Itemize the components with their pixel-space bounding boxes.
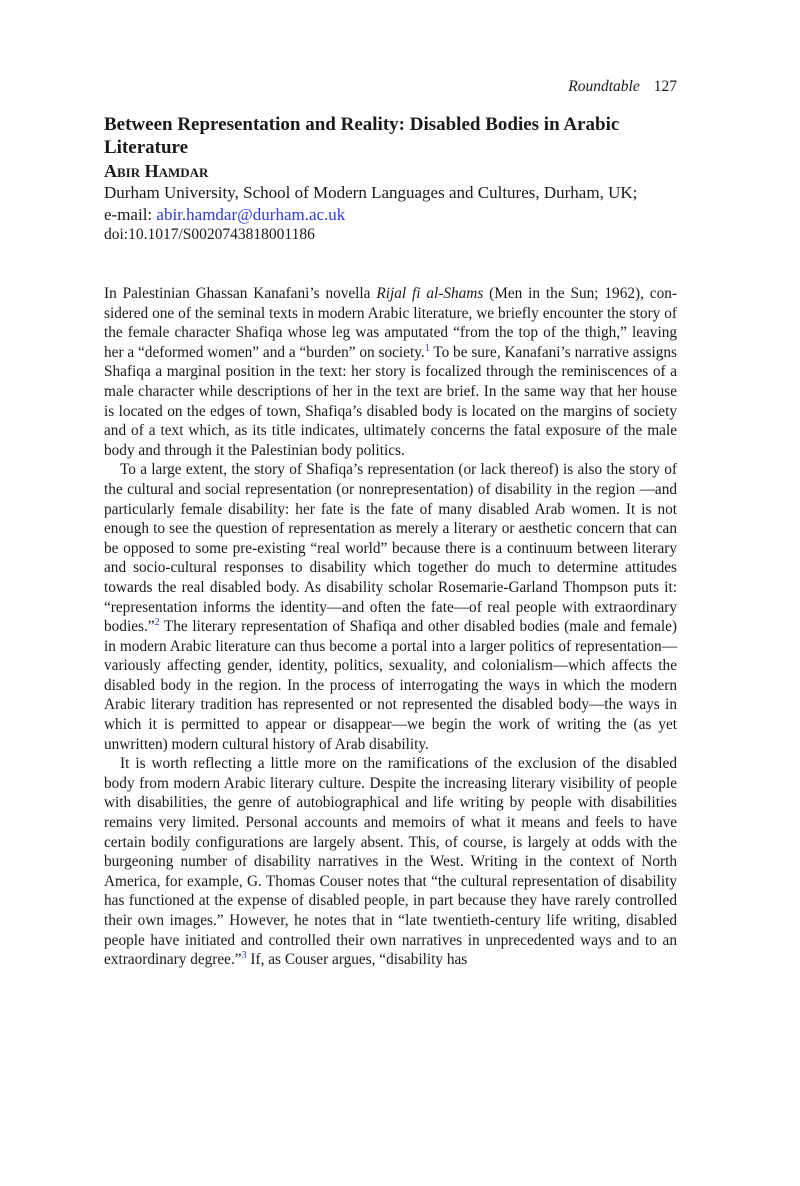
footnote-ref-1[interactable]: 1 [424,342,430,354]
text-run: The literary representation of Shafiqa and other disabled bodies (male and female) in modern Arabic literature can thus become a portal into a larger politics of representation—variously affecting gender, identity, politics, sexuality, and colonialism—which affects the disabled body in the region. In the process of interrogating the ways in which the modern Arabic literary tradition has represented or not represented the disabled body—the ways in which it is permitted to appear or disappear—we begin the work of writing the (as yet unwritten) modern cultural history of Arab disability. [104,618,677,753]
author-name: Abir Hamdar [104,161,209,181]
email-link[interactable]: abir.hamdar@durham.ac.uk [156,205,346,224]
text-run: To be sure, Kanafani’s narrative assigns Shafiqa a marginal position in the text: her story is focalized through the reminiscences of a male character while descriptions of her in the text are brief. In the same way that her house is located on the edges of town, Shafiqa’s disabled body is located on the margins of society and of a text which, as its title indicates, ultimately concerns the fatal exposure of the male body and through it the Palestinian body politics. [104,343,678,459]
doi: doi:10.1017/S0020743818001186 [104,226,315,243]
paragraph-2 [104,460,677,754]
text-run: It is worth reflecting a little more on the ramifications of the exclusion of the disabled body from modern Arabic literary culture. Despite the increasing literary visibility of people with disabilities, the genre of autobiographical and life writing by people with disabilities remains very limited. Personal accounts and memoirs of what it means and feels to have certain bodily configurations are largely absent. This, of course, is largely at odds with the burgeoning number of disability narratives in the West. Writing in the context of North America, for example, G. Thomas Couser notes that “the cultural representation of disability has functioned at the expense of disabled people, in part because they have rarely controlled their own images.” However, he notes that in “late twentieth-century life writing, disabled people have initiated and controlled their own narratives in unprecedented ways and to an extraordinary degree.” [104,755,677,969]
footnote-ref-3[interactable]: 3 [241,950,247,962]
text-run: To a large extent, the story of Shafiqa’s representation (or lack thereof) is also the story of the cultural and social representation (or nonrepresentation) of disability in the region —and particularly female disability: her fate is the fate of many disabled Arab women. It is not enough to see the question of representation as merely a literary or aesthetic concern that can be opposed to some pre-existing “real world” because there is a continuum between literary and socio-cultural responses to disability which together do much to determine attitudes towards the real disabled body. As disability scholar Rosemarie-Garland Thompson puts it: “representation informs the identity—and often the fate—of real people with extraordinary bodies.” [104,461,677,636]
article-body [104,284,677,970]
page-number: 127 [653,78,677,95]
article-title: Between Representation and Reality: Disabled Bodies in Arabic Literature [104,114,620,158]
book-title: Rijal fi al-Shams [376,285,484,302]
paragraph-1 [104,284,677,460]
running-head [568,77,677,97]
paragraph-3 [104,754,677,970]
text-run: In Palestinian Ghassan Kanafani’s novella [104,285,377,302]
text-run: (Men in the Sun; 1962), considered one of the seminal texts in modern Arabic literature, we briefly encounter the story of the female character Shafiqa whose leg was amputated “from the top of the thigh,” leaving her a “deformed women” and a “burden” on society. [104,285,677,361]
email-label: e-mail: [104,205,157,224]
text-run: If, as Couser argues, “disability has [246,951,468,969]
running-head-section: Roundtable [568,78,640,95]
affiliation-text: Durham University, School of Modern Languages and Cultures, Durham, UK; [104,183,638,202]
footnote-ref-2[interactable]: 2 [154,617,160,629]
author-affiliation [104,182,677,226]
